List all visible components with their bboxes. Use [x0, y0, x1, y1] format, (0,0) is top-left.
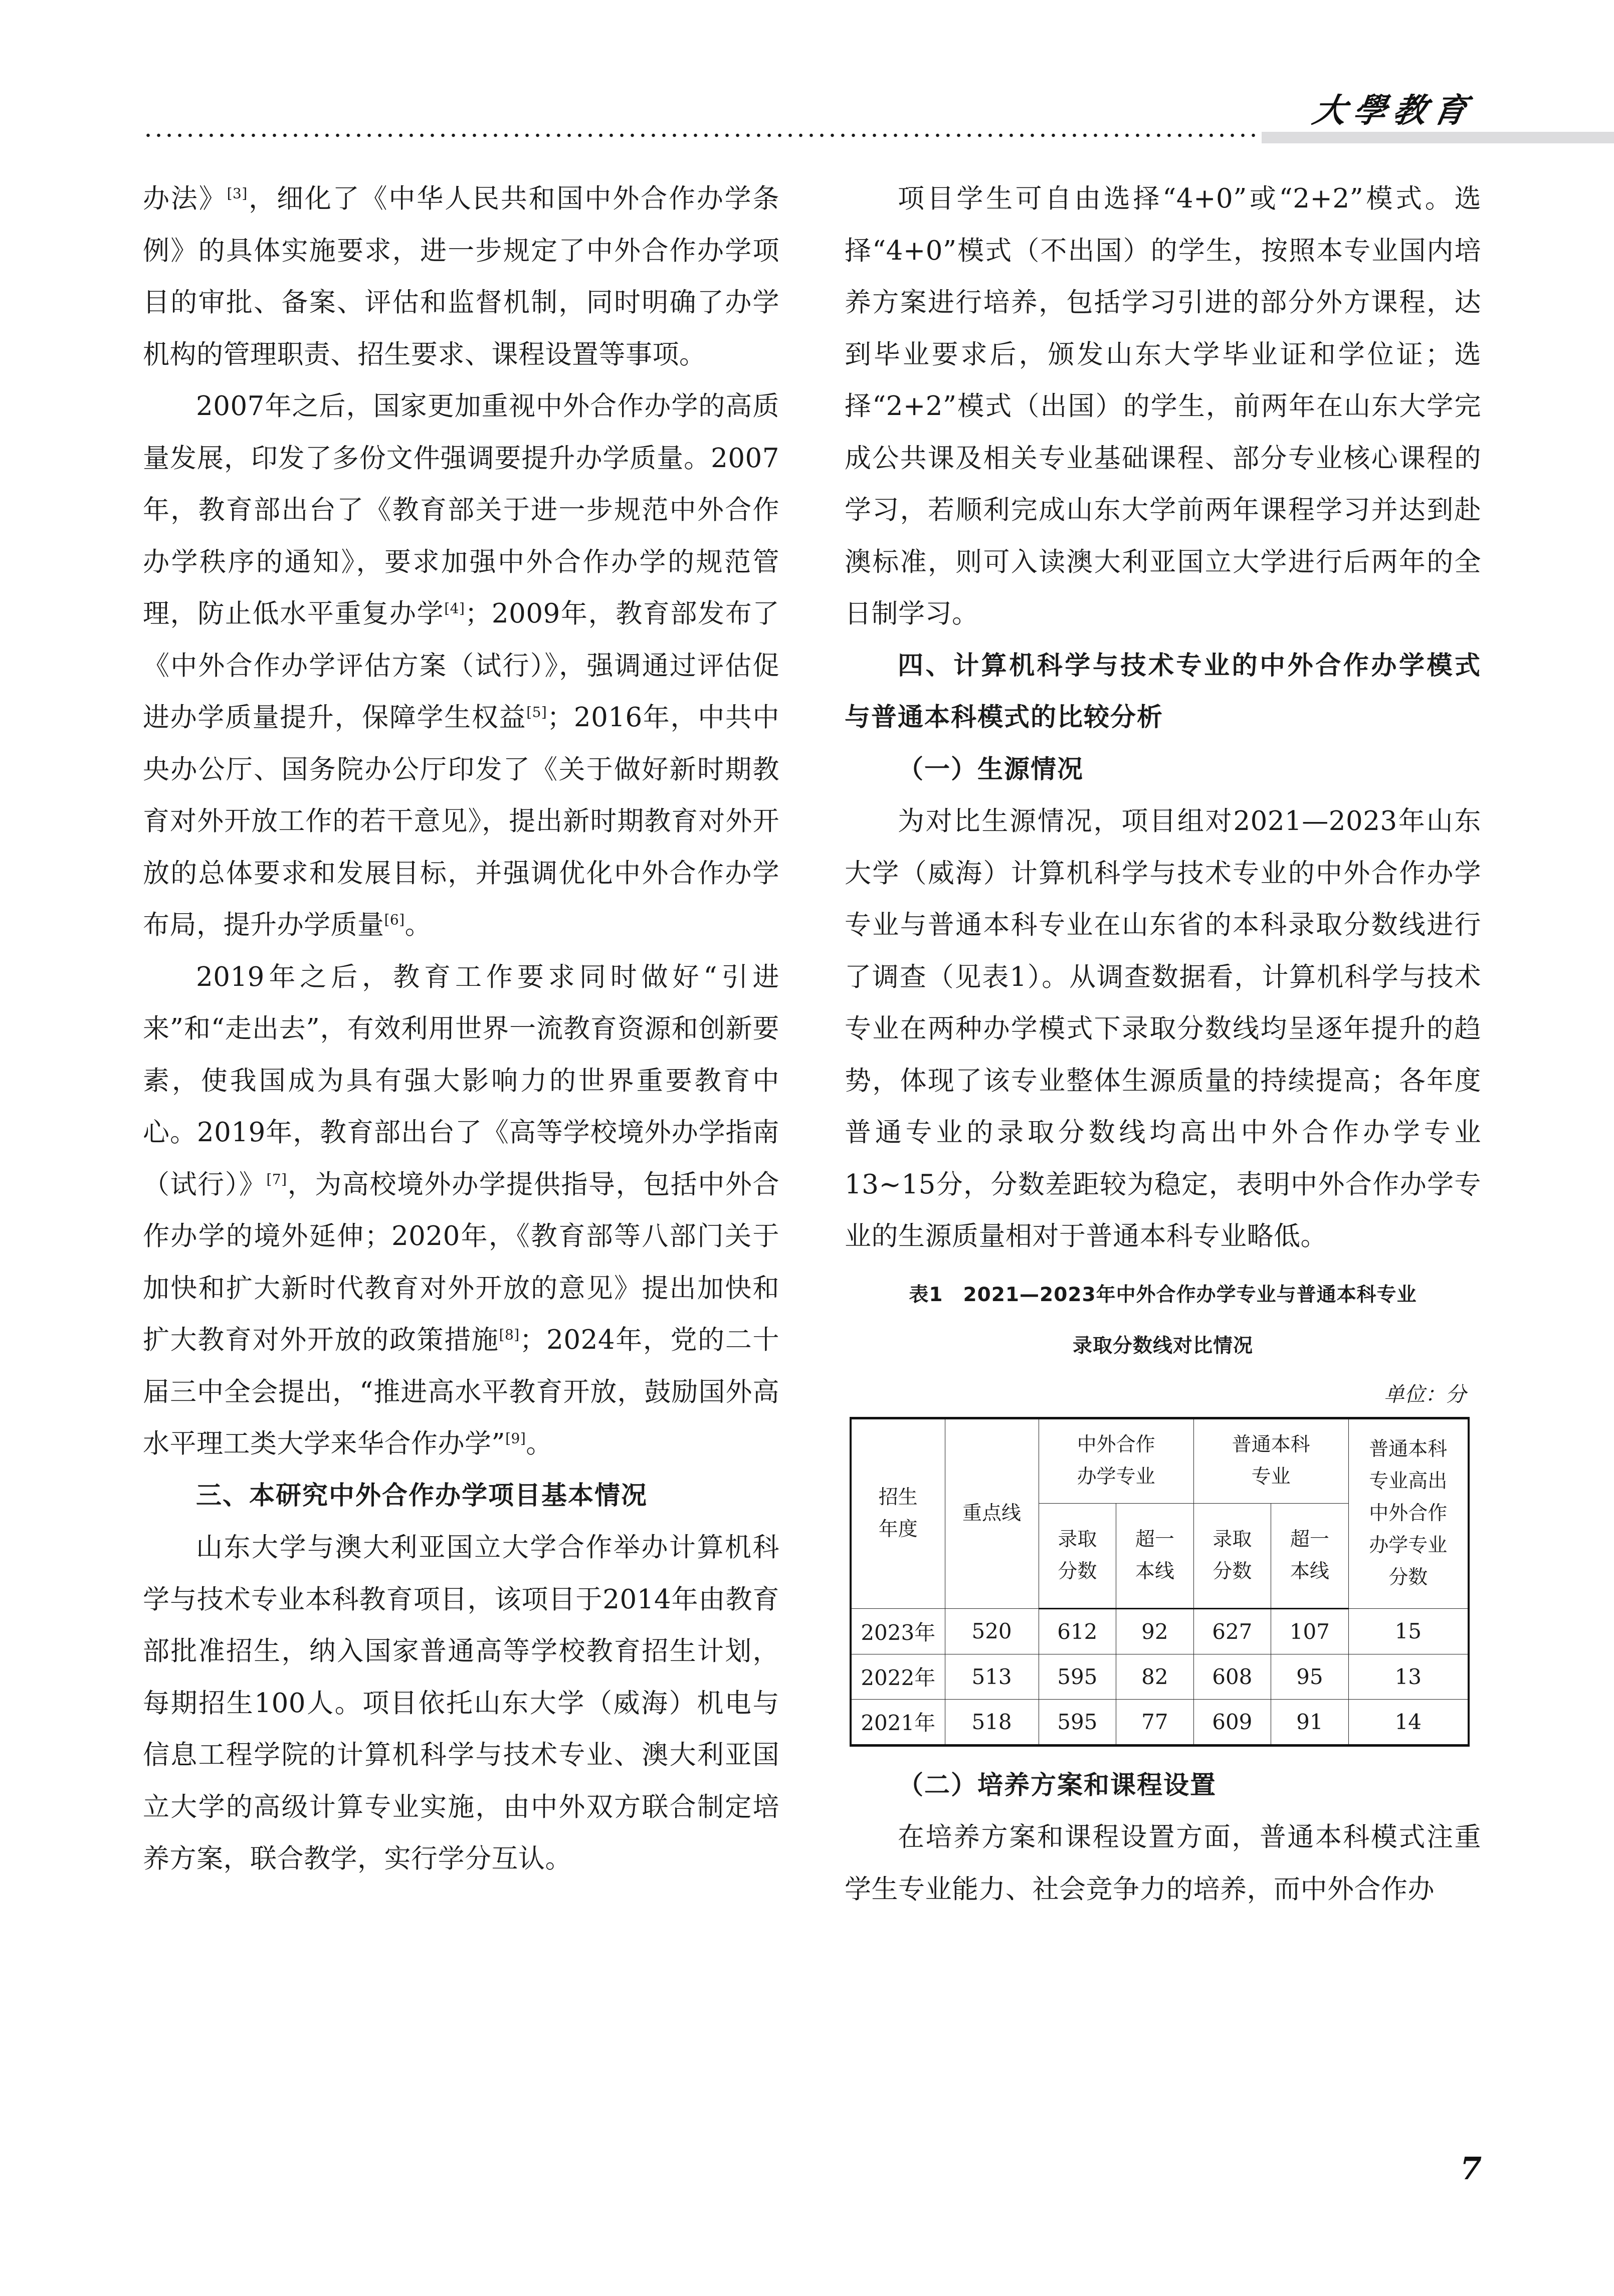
citation-ref[interactable]: [9]: [505, 1430, 526, 1447]
cell-diff: 15: [1348, 1608, 1469, 1654]
section-heading-3: 三、本研究中外合作办学项目基本情况: [196, 1481, 648, 1511]
text-segment: 办法》: [143, 183, 227, 214]
cell-reg-above: 95: [1271, 1654, 1349, 1699]
cell-sf-above: 77: [1116, 1699, 1194, 1745]
table-row: [851, 1608, 1469, 1654]
citation-ref[interactable]: [5]: [526, 704, 547, 721]
citation-ref[interactable]: [6]: [384, 911, 405, 928]
citation-ref[interactable]: [8]: [499, 1326, 520, 1343]
citation-ref[interactable]: [4]: [444, 600, 465, 617]
cell-sf-score: 612: [1039, 1608, 1116, 1654]
cell-year: 2021年: [851, 1699, 945, 1745]
text-segment: 2019年之后，教育工作要求同时做好“引进来”和“走出去”，有效利用世界一流教育资源和创新要素，使我国成为具有强大影响力的世界重要教育中心。2019年，教育部出台了《高等学校境外办学指南（试行）》: [143, 961, 779, 1200]
paragraph-student-source: 为对比生源情况，项目组对2021—2023年山东大学（威海）计算机科学与技术专业的中外合作办学专业与普通本科专业在山东省的本科录取分数线进行了调查（见表1）。从调查数据看，计算机科学与技术专业在两种办学模式下录取分数线均呈逐年提升的趋势，体现了该专业整体生源质量的持续提高；各年度普通专业的录取分数线均高出中外合作办学专业13~15分，分数差距较为稳定，表明中外合作办学专业的生源质量相对于普通本科专业略低。: [845, 806, 1481, 1251]
left-column: [143, 173, 779, 1885]
cell-year: 2022年: [851, 1654, 945, 1699]
cell-year: 2023年: [851, 1608, 945, 1654]
header-gray-band: [1262, 132, 1614, 143]
cell-sf-score: 595: [1039, 1699, 1116, 1745]
header-difference: 普通本科专业高出中外合作办学专业分数: [1348, 1418, 1469, 1608]
header-sino-foreign: 中外合作办学专业: [1039, 1418, 1193, 1503]
paragraph-mode-choice: 项目学生可自由选择“4+0”或“2+2”模式。选择“4+0”模式（不出国）的学生，按照本专业国内培养方案进行培养，包括学习引进的部分外方课程，达到毕业要求后，颁发山东大学毕业证和学位证；选择“2+2”模式（出国）的学生，前两年在山东大学完成公共课及相关专业基础课程、部分专业核心课程的学习，若顺利完成山东大学前两年课程学习并达到赴澳标准，则可入读澳大利亚国立大学进行后两年的全日制学习。: [845, 183, 1481, 629]
header-regular: 普通本科专业: [1193, 1418, 1348, 1503]
header-year: 招生年度: [851, 1418, 945, 1608]
cell-sf-above: 92: [1116, 1608, 1194, 1654]
cell-diff: 14: [1348, 1699, 1469, 1745]
header-reg-admission-score: 录取分数: [1193, 1503, 1271, 1608]
section-heading-4: 四、计算机科学与技术专业的中外合作办学模式与普通本科模式的比较分析: [845, 651, 1481, 732]
header-reg-above-line: 超一本线: [1271, 1503, 1349, 1608]
header-dotted-rule: [143, 133, 1268, 138]
paragraph-project-overview: 山东大学与澳大利亚国立大学合作举办计算机科学与技术专业本科教育项目，该项目于2014年由教育部批准招生，纳入国家普通高等学校教育招生计划，每期招生100人。项目依托山东大学（威海）机电与信息工程学院的计算机科学与技术专业、澳大利亚国立大学的高级计算专业实施，由中外双方联合制定培养方案，联合教学，实行学分互认。: [143, 1532, 779, 1874]
right-column: [845, 173, 1481, 1915]
admission-score-table: [850, 1417, 1470, 1747]
paragraph-2019: [143, 951, 779, 1470]
subsection-heading-student-source: （一）生源情况: [898, 754, 1084, 784]
table-1: [845, 1270, 1481, 1747]
cell-diff: 13: [1348, 1654, 1469, 1699]
header-sf-above-line: 超一本线: [1116, 1503, 1194, 1608]
text-segment: 。: [526, 1428, 553, 1459]
cell-sf-score: 595: [1039, 1654, 1116, 1699]
table-unit-label: 单位：分: [1384, 1382, 1466, 1406]
table-caption: 表1 2021—2023年中外合作办学专业与普通本科专业: [909, 1283, 1417, 1306]
cell-sf-above: 82: [1116, 1654, 1194, 1699]
cell-key-line: 513: [945, 1654, 1039, 1699]
paragraph-2007: [143, 380, 779, 951]
text-segment: ，细化了《中华人民共和国中外合作办学条例》的具体实施要求，进一步规定了中外合作办学项目的审批、备案、评估和监督机制，同时明确了办学机构的管理职责、招生要求、课程设置等事项。: [143, 183, 780, 370]
cell-reg-above: 107: [1271, 1608, 1349, 1654]
text-segment: ；2016年，中共中央办公厅、国务院办公厅印发了《关于做好新时期教育对外开放工作的若干意见》，提出新时期教育对外开放的总体要求和发展目标，并强调优化中外合作办学布局，提升办学质量: [143, 702, 779, 940]
journal-logo: 大學教育: [1310, 91, 1477, 130]
page-number: 7: [1460, 2150, 1482, 2187]
header-sf-admission-score: 录取分数: [1039, 1503, 1116, 1608]
text-segment: ，为高校境外办学提供指导，包括中外合作办学的境外延伸；2020年，《教育部等八部门关于加快和扩大新时代教育对外开放的意见》提出加快和扩大教育对外开放的政策措施: [143, 1169, 780, 1355]
citation-ref[interactable]: [7]: [266, 1170, 287, 1187]
paragraph-measures: [143, 173, 779, 380]
table-row: [851, 1699, 1469, 1745]
cell-reg-score: 608: [1193, 1654, 1271, 1699]
subsection-heading-curriculum: （二）培养方案和课程设置: [898, 1770, 1217, 1800]
cell-reg-score: 609: [1193, 1699, 1271, 1745]
paragraph-curriculum: 在培养方案和课程设置方面，普通本科模式注重学生专业能力、社会竞争力的培养，而中外合作办: [845, 1822, 1481, 1905]
cell-key-line: 518: [945, 1699, 1039, 1745]
cell-reg-score: 627: [1193, 1608, 1271, 1654]
text-segment: ；2024年，党的二十届三中全会提出，“推进高水平教育开放，鼓励国外高水平理工类大学来华合作办学”: [143, 1325, 779, 1459]
table-caption-line2: 录取分数线对比情况: [1072, 1334, 1253, 1357]
cell-reg-above: 91: [1271, 1699, 1349, 1745]
text-segment: 。: [405, 910, 432, 940]
header-key-line: 重点线: [945, 1418, 1039, 1608]
citation-ref[interactable]: [3]: [227, 185, 248, 202]
table-row: [851, 1654, 1469, 1699]
cell-key-line: 520: [945, 1608, 1039, 1654]
text-segment: 2007年之后，国家更加重视中外合作办学的高质量发展，印发了多份文件强调要提升办学质量。2007年，教育部出台了《教育部关于进一步规范中外合作办学秩序的通知》，要求加强中外合作办学的规范管理，防止低水平重复办学: [143, 391, 779, 629]
text-segment: ；2009年，教育部发布了《中外合作办学评估方案（试行）》，强调通过评估促进办学质量提升，保障学生权益: [143, 598, 779, 733]
